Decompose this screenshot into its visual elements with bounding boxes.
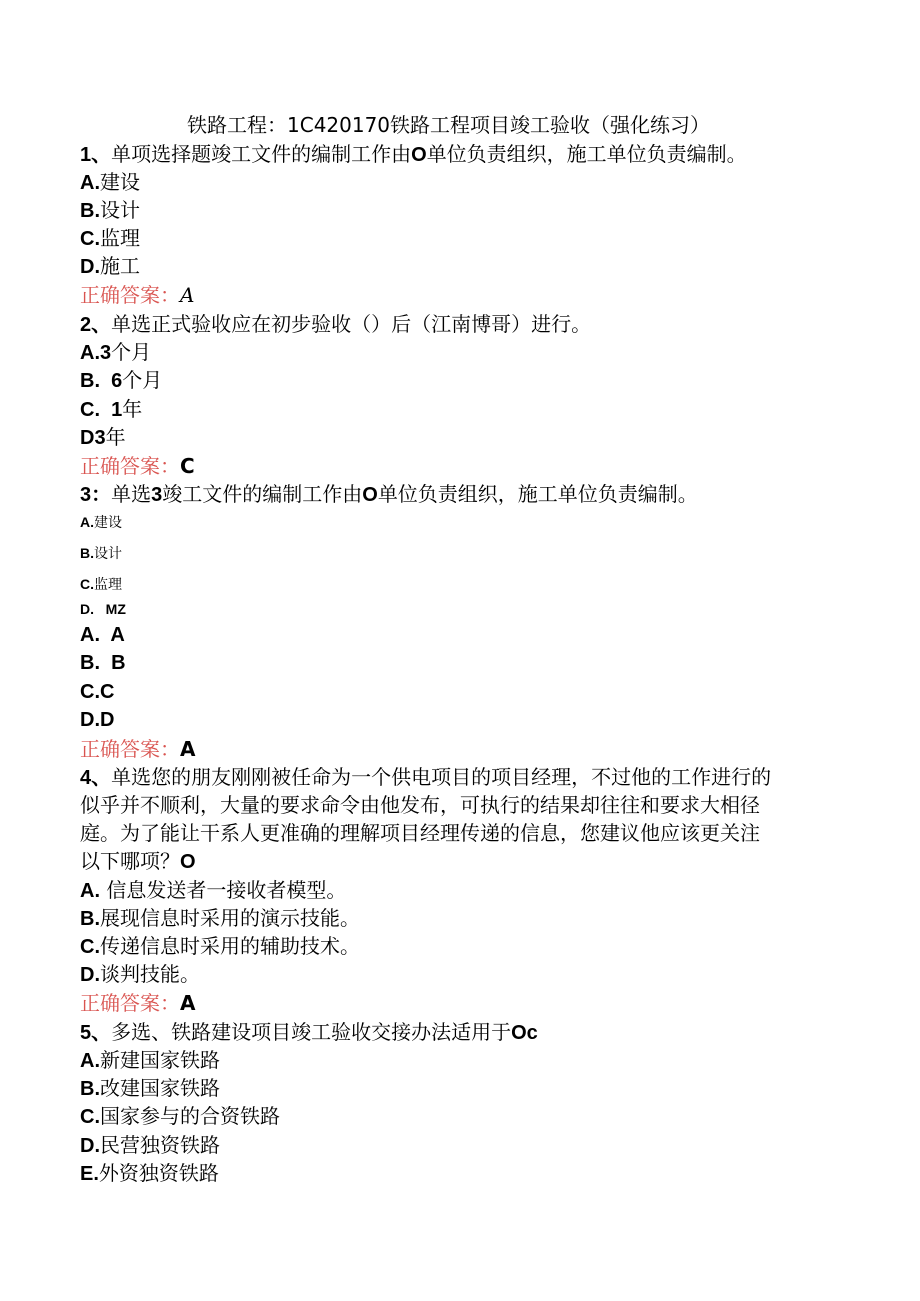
option-label: B. 6 [80,370,123,392]
question-text: 单位负责组织，施工单位负责编制。 [426,142,747,166]
option-text: 传递信息时采用的辅助技术。 [100,934,360,958]
answer-label: 正确答案： [80,737,180,761]
option-text: C [100,681,115,703]
option-d [80,424,126,451]
option-label: C. [80,936,100,958]
option-c [80,1103,280,1130]
option-b [80,197,140,224]
question-text: 单选 [111,482,152,506]
option-label: B. [80,200,100,222]
option-text: 建设 [100,170,140,194]
option-text: B [100,652,126,674]
option-label: D. [80,601,94,617]
question-3 [80,481,698,508]
question-text: 单选您的朋友刚刚被任命为一个供电项目的项目经理，不过他的工作进行的 [111,765,772,789]
option-c [80,396,142,423]
option-text: MZ [94,601,126,617]
option-text: 年 [105,425,126,449]
question-number: 4、 [80,767,112,789]
option-b [80,650,126,676]
option-label: C. [80,1106,100,1128]
option-label: A. [80,624,100,646]
question-text: 以下哪项？ [80,849,180,873]
option-c [80,679,114,705]
question-blank: O [362,484,378,506]
option-a [80,1047,220,1074]
option-label: D. [80,1135,100,1157]
question-text: 单位负责组织，施工单位负责编制。 [377,482,698,506]
option-text: A [100,624,125,646]
option-label: B. [80,652,100,674]
option-b [80,1075,220,1102]
option-b-small [80,543,122,564]
question-4-line-2: 似乎并不顺利，大量的要求命令由他发布，可执行的结果却往往和要求大相径 [80,793,760,817]
question-text: 多选、铁路建设项目竣工验收交接办法适用于 [111,1020,512,1044]
option-text: 改建国家铁路 [100,1076,220,1100]
option-c [80,225,140,252]
question-text: 单选正式验收应在初步验收（）后（江南博哥）进行。 [111,312,592,336]
answer-label: 正确答案： [80,283,180,307]
document-title: 铁路工程：1C420170铁路工程项目竣工验收（强化练习） [187,113,711,137]
question-number: 5、 [80,1022,112,1044]
option-e [80,1160,219,1187]
answer-line [80,990,195,1016]
answer-line [80,453,195,479]
option-label: B. [80,1078,100,1100]
question-4-line-4 [80,848,196,875]
option-c-small [80,574,122,595]
option-text: 建设 [94,515,122,531]
option-label: A. [80,1050,100,1072]
option-text: 谈判技能。 [100,962,200,986]
option-a-small [80,512,122,533]
option-label: C. 1 [80,399,123,421]
answer-label: 正确答案： [80,454,180,478]
question-number: 2、 [80,314,112,336]
option-text: 设计 [100,198,140,222]
option-label: C. [80,228,100,250]
answer-line [80,282,194,308]
option-label: D. [80,964,100,986]
option-a [80,877,346,904]
answer-value: A [180,737,196,761]
option-d-small [80,599,126,619]
option-text: 新建国家铁路 [100,1048,220,1072]
option-text: 民营独资铁路 [100,1133,220,1157]
answer-label: 正确答案： [80,991,180,1015]
option-text: 外资独资铁路 [98,1161,219,1185]
question-inline-number: 3 [151,484,163,506]
question-5 [80,1019,538,1046]
answer-value: C [180,454,195,478]
option-label: A. [80,514,94,530]
option-text: 国家参与的合资铁路 [100,1104,280,1128]
option-label: D. [80,256,100,278]
option-text: 监理 [94,577,122,593]
question-text: 单项选择题竣工文件的编制工作由 [111,142,412,166]
question-4 [80,764,771,791]
option-text: 个月 [111,340,152,364]
question-blank: O [180,851,196,873]
option-text: 展现信息时采用的演示技能。 [100,906,360,930]
option-d [80,253,140,280]
question-blank: Oc [511,1022,538,1044]
question-1 [80,141,747,168]
option-text: 信息发送者一接收者模型。 [100,878,347,902]
option-label: C. [80,681,100,703]
option-c [80,933,360,960]
option-d [80,1132,220,1159]
question-number: 1、 [80,144,112,166]
option-label: E. [80,1163,99,1185]
option-b [80,367,162,394]
question-blank: O [411,144,427,166]
question-2 [80,311,591,338]
option-text: 个月 [122,368,163,392]
option-label: A. [80,172,100,194]
option-label: B. [80,908,100,930]
option-text: 监理 [100,226,140,250]
option-text: D [100,709,115,731]
answer-line [80,736,195,762]
option-d [80,961,200,988]
option-label: A. [80,880,100,902]
option-label: C. [80,576,94,592]
option-label: D3 [80,427,106,449]
option-text: 施工 [100,254,140,278]
option-a [80,622,125,648]
option-a [80,339,151,366]
answer-value: A [180,283,195,307]
option-label: D. [80,709,100,731]
option-label: A.3 [80,342,112,364]
option-label: B. [80,545,94,561]
option-text: 设计 [94,546,122,562]
option-text: 年 [122,397,143,421]
question-number: 3： [80,484,112,506]
question-text: 竣工文件的编制工作由 [162,482,363,506]
question-4-line-3: 庭。为了能让干系人更准确的理解项目经理传递的信息，您建议他应该更关注 [80,821,760,845]
option-b [80,905,360,932]
answer-value: A [180,991,196,1015]
option-d [80,707,114,733]
option-a [80,169,140,196]
